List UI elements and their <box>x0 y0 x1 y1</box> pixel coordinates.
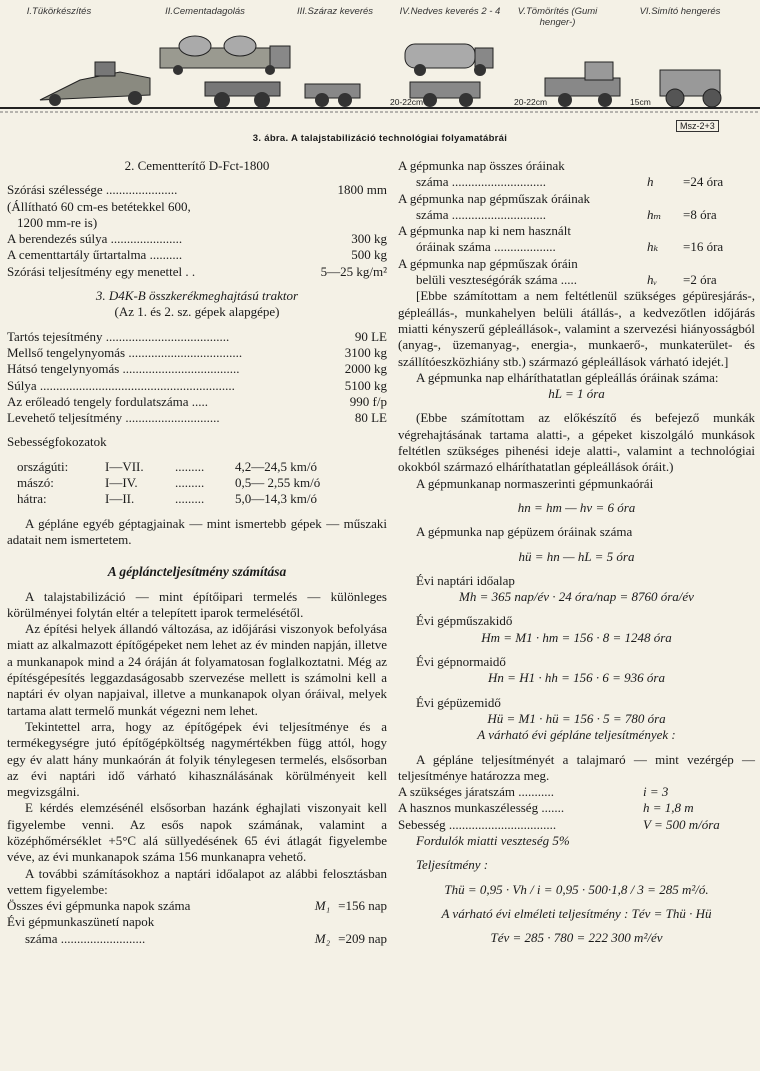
equation: Hn = H1 · hh = 156 · 6 = 936 óra <box>488 670 665 686</box>
equation-label: Évi gépműszakidő <box>416 613 513 629</box>
equation: hü = hn — hL = 5 óra <box>518 548 635 564</box>
spec-row: A cementtartály űrtartalma .......... 500 kg <box>7 247 387 263</box>
paragraph: [Ebbe számítottam a nem feltétlenül szükséges gépüresjárás-, gépleállás-, munkahelyen belüli átállás-, a kedvezőtlen időjárás miatti kényszerű gépleállások-, valamint a szervezési hiányosságból (anyag-, üzemanyag-, energia-, munkaerő-, munkaterület- és szállítóeszközhiány stb.) származó gépleállások várható idejét.] <box>398 288 755 369</box>
tractor-spreader <box>205 82 360 108</box>
hour-label: A gépmunka nap összes óráinak <box>398 158 565 173</box>
paragraph: A gépmunka nap gépüzem óráinak száma <box>416 524 633 540</box>
paragraph: A gépmunka nap elháríthatatlan gépleállás óráinak száma: <box>416 369 719 385</box>
rubber-roller <box>545 62 620 107</box>
spec-row: A berendezés súlya ...................... 300 kg <box>7 231 387 247</box>
figure-code: Msz-2+3 <box>676 120 719 132</box>
equation-label: Évi gépüzemidő <box>416 694 501 710</box>
spec-row: Szórási teljesítmény egy menettel . . 5—25 kg/m² <box>7 263 387 279</box>
param-row: A szükséges járatszám ........... i = 3 <box>398 784 669 800</box>
hour-row: száma ............................. h =24 óra <box>416 174 724 190</box>
spec-row: Az erőleadó tengely fordulatszáma ..... 990 f/p <box>7 393 387 409</box>
hour-row: óráinak száma ................... hₖ =16 óra <box>416 239 724 255</box>
paragraph: A talajstabilizáció — mint építőipari termelés — különleges körülményei folytán eltér a telepített iparok termelésétől. <box>7 588 387 620</box>
spec-row: Szórási szélessége ...................... 1800 mm <box>7 182 387 198</box>
spec-row: Mellső tengelynyomás ................................... 3100 kg <box>7 344 387 360</box>
equation-label: Évi gépnormaidő <box>416 654 506 670</box>
spec-row: 1200 mm-re is) <box>17 214 98 230</box>
smooth-roller <box>660 70 721 107</box>
paragraph: Tekintettel arra, hogy az építőgépek évi teljesítménye és a termékegységre jutó építőgépköltség nagymértékben függ attól, hogy egy év alatt hány munkaórán át folyik ténylegesen termelés, elsősorban az évi naptári idő várható kihasználásának körülményeit kell megvizsgálni. <box>7 718 387 800</box>
process-figure <box>0 0 760 150</box>
stage-label-6: VI.Simító hengerés <box>639 6 721 17</box>
param-row: Sebesség ................................. V = 500 m/óra <box>398 816 720 832</box>
m2-row: száma .......................... M₂ =209 nap <box>25 930 387 946</box>
grader-machine <box>40 62 150 106</box>
right-column <box>398 158 755 946</box>
speed-row: országúti: I—VII. ......... 4,2—24,5 km/ó <box>17 458 317 474</box>
hour-row: belüli veszteségórák száma ..... hᵥ =2 óra <box>416 272 717 288</box>
param-row: A hasznos munkaszélesség ....... h = 1,8 m <box>398 800 694 816</box>
depth-label-2: 20-22cm <box>514 97 548 107</box>
section-heading-traktor: 3. D4K-B összkerékmeghajtású traktor <box>95 288 299 304</box>
paragraph: Fordulók miatti veszteség 5% <box>416 832 570 848</box>
equation: A várható évi elméleti teljesítmény : Tév = Thü · Hü <box>441 905 712 921</box>
equation: Mh = 365 nap/év · 24 óra/nap = 8760 óra/év <box>459 589 694 605</box>
hour-label: A gépmunka nap gépműszak óráinak <box>398 190 591 206</box>
paragraph: A gépláne egyéb géptagjainak — mint ismertebb gépek — műszaki adatait nem ismertetem. <box>7 515 387 547</box>
paragraph: (Ebbe számítottam az előkészítő és befejező munkák végrehajtásának tartama alatti-, a gépeket kiszolgáló munkások feltétlen szükséges pihenési ideje alatti-, valamint a technológiai okokból származó elháríthatatlan gépleállások óráit.) <box>398 410 755 475</box>
equation: Hü = M1 · hü = 156 · 5 = 780 óra <box>487 710 666 726</box>
spec-row: Levehető teljesítmény ............................. 80 LE <box>7 410 387 426</box>
stage-label-1: I.Tükörkészítés <box>26 6 92 17</box>
equation: Thü = 0,95 · Vh / i = 0,95 · 500·1,8 / 3 = 285 m²/ó. <box>444 881 709 897</box>
hour-label: A gépmunka nap gépműszak óráin <box>398 255 578 271</box>
equation-label: Teljesítmény : <box>416 857 489 873</box>
paragraph: Az építési helyek állandó változása, az időjárási viszonyok befolyása miatt az alkalmazott építőgépeket nem lehet az év minden napján, illetve a munkanapok mind a 24 óráján át folyamatosan foglalkoztatni. Még az építésgépesítés leggazdaságosabb szervezése mellett is számolni kell a naptári év olyan napjaival, illetve a munkanapok olyan óráival, melyek tartama alatt termelő munkát végezni nem lehet. <box>7 621 387 718</box>
speed-row: mászó: I—IV. ......... 0,5— 2,55 km/ó <box>17 475 321 491</box>
equation: hL = 1 óra <box>548 386 605 402</box>
m1-row: Összes évi gépmunka napok száma M₁ =156 nap <box>7 898 387 914</box>
spec-row: Hátsó tengelynyomás .................................... 2000 kg <box>7 361 387 377</box>
paragraph: A további számításokhoz a naptári időalapot az alábbi felosztásban vettem figyelembe: <box>7 865 387 897</box>
paragraph: E kérdés elemzésénél elsősorban hazánk éghajlati viszonyait kell figyelembe venni. Az esős napok számának, valamint a középhőmérséklet +5°C alá süllyedésének 65 évi átlagát figyelembe véve, az évi munkanapok száma 156 munkanapra vehető. <box>7 800 387 865</box>
spec-row: Tartós tejesítmény ...................................... 90 LE <box>7 328 387 344</box>
equation-label: Évi naptári időalap <box>416 572 515 588</box>
paragraph: A gépláne teljesítményét a talajmaró — mint vezérgép — teljesítménye határozza meg. <box>398 751 755 783</box>
equation: Tév = 285 · 780 = 222 300 m²/év <box>490 930 663 946</box>
speed-row: hátra: I—II. ......... 5,0—14,3 km/ó <box>17 491 317 507</box>
section-heading-cementteritő: 2. Cementterítő D-Fct-1800 <box>124 158 270 173</box>
spec-row: Súlya ............................................................ 5100 kg <box>7 377 387 393</box>
section-title: A gépláncteljesítmény számítása <box>107 564 287 580</box>
subsection-title: A várható évi gépláne teljesítmények : <box>477 727 676 743</box>
speeds-title: Sebességfokozatok <box>7 434 107 450</box>
left-column <box>7 158 387 947</box>
equation: Hm = M1 · hm = 156 · 8 = 1248 óra <box>481 629 672 645</box>
paragraph: A gépmunkanap normaszerinti gépmunkaórái <box>416 475 654 491</box>
m2-label: Évi gépmunkaszünetí napok <box>7 914 155 930</box>
figure-caption: 3. ábra. A talajstabilizáció technológiai folyamatábrái <box>252 133 508 144</box>
stage-label-5: V.Tömörítés (Gumi henger-) <box>517 6 598 28</box>
depth-label-3: 15cm <box>630 97 651 107</box>
stage-label-2: II.Cementadagolás <box>165 6 245 17</box>
section-subheading: (Az 1. és 2. sz. gépek alapgépe) <box>114 304 280 320</box>
stage-label-4: IV.Nedves keverés 2 - 4 <box>399 6 501 17</box>
equation: hn = hm — hv = 6 óra <box>517 499 636 515</box>
hour-row: száma ............................. hₘ =8 óra <box>416 206 717 222</box>
hour-label: A gépmunka nap ki nem használt <box>398 223 571 239</box>
spec-row: (Állítható 60 cm-es betétekkel 600, <box>7 198 191 214</box>
process-illustration <box>0 0 760 130</box>
stage-label-3: III.Száraz keverés <box>296 6 374 17</box>
cement-truck <box>160 36 290 75</box>
depth-label-1: 20-22cm <box>390 97 424 107</box>
